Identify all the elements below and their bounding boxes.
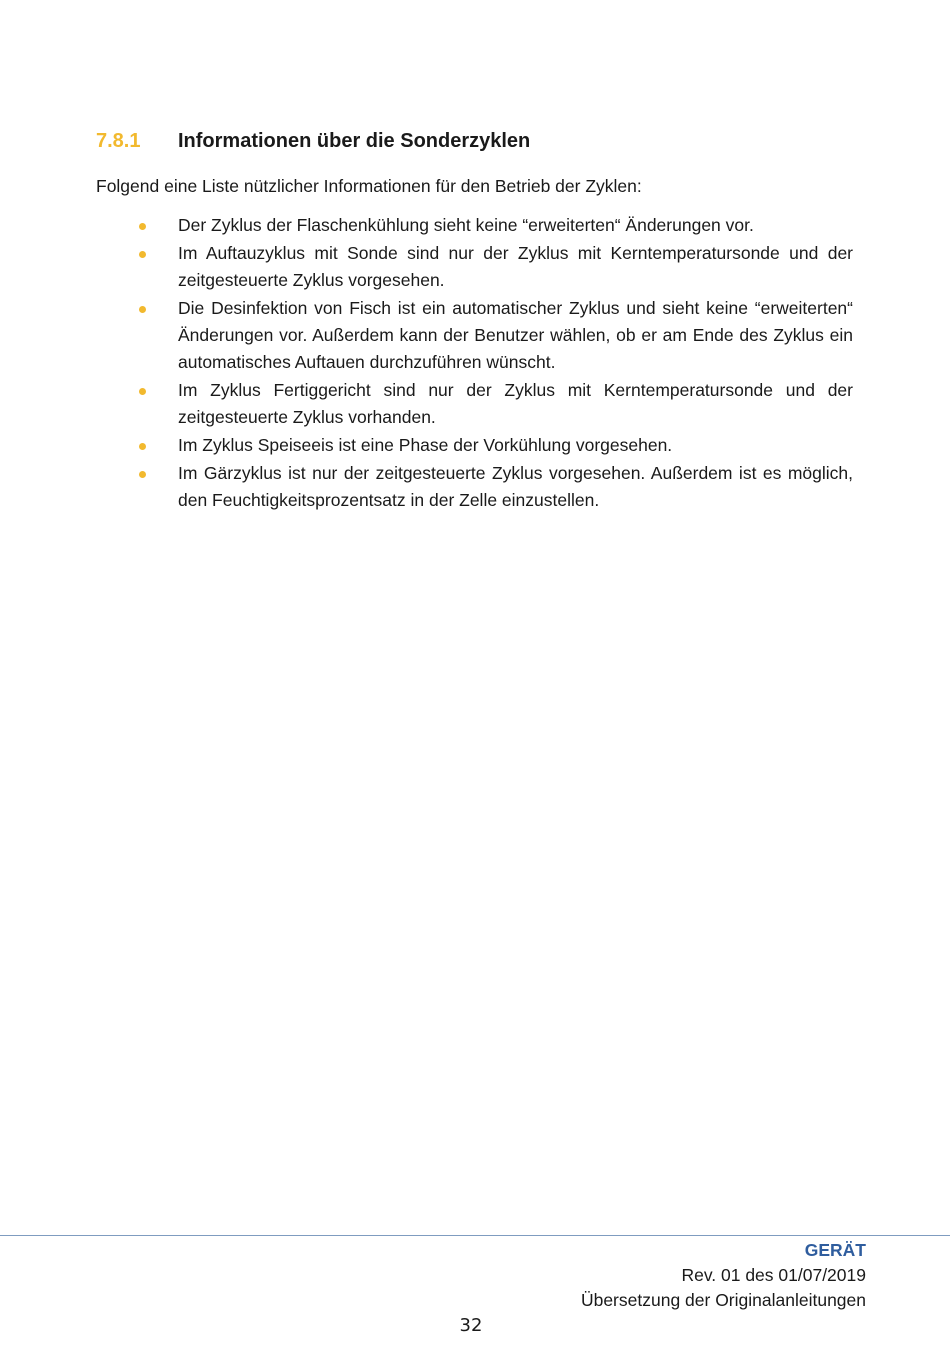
footer-revision: Rev. 01 des 01/07/2019 xyxy=(681,1265,866,1285)
list-item-text: Der Zyklus der Flaschenkühlung sieht keine “erweiterten“ Änderungen vor. xyxy=(178,215,754,235)
list-item xyxy=(178,432,853,459)
bullet-icon xyxy=(139,306,146,313)
bullet-icon xyxy=(139,223,146,230)
list-item xyxy=(178,240,853,294)
bullet-icon xyxy=(139,443,146,450)
list-item xyxy=(178,295,853,376)
section-heading xyxy=(96,130,530,153)
list-item xyxy=(178,212,853,239)
footer-subtitle: Übersetzung der Originalanleitungen xyxy=(580,1290,866,1310)
intro-paragraph: Folgend eine Liste nützlicher Informationen für den Betrieb der Zyklen: xyxy=(96,176,642,196)
section-number: 7.8.1 xyxy=(96,130,141,152)
list-item xyxy=(178,377,853,431)
bullet-icon xyxy=(139,388,146,395)
list-item-text: Im Zyklus Speiseeis ist eine Phase der Vorkühlung vorgesehen. xyxy=(178,435,673,455)
footer-info xyxy=(581,1238,866,1313)
list-item xyxy=(178,460,853,514)
list-item-text: Im Zyklus Fertiggericht sind nur der Zyklus mit Kerntemperatursonde und der zeitgesteuerte Zyklus vorhanden. xyxy=(178,380,853,427)
footer-divider xyxy=(0,1235,950,1236)
list-item-text: Im Auftauzyklus mit Sonde sind nur der Zyklus mit Kerntemperatursonde und der zeitgesteuerte Zyklus vorgesehen. xyxy=(178,243,853,290)
bullet-icon xyxy=(139,251,146,258)
list-item-text: Im Gärzyklus ist nur der zeitgesteuerte Zyklus vorgesehen. Außerdem ist es möglich, den Feuchtigkeitsprozentsatz in der Zelle einzustellen. xyxy=(178,463,853,510)
page-number: 32 xyxy=(459,1315,483,1336)
bullet-icon xyxy=(139,471,146,478)
list-item-text: Die Desinfektion von Fisch ist ein automatischer Zyklus und sieht keine “erweiterten“ Änderungen vor. Außerdem kann der Benutzer wählen, ob er am Ende des Zyklus ein automatisches Auftauen durchzuführen wünscht. xyxy=(178,298,853,372)
section-title: Informationen über die Sonderzyklen xyxy=(178,130,531,152)
bullet-list xyxy=(178,212,853,515)
footer-brand: GERÄT xyxy=(804,1240,866,1260)
